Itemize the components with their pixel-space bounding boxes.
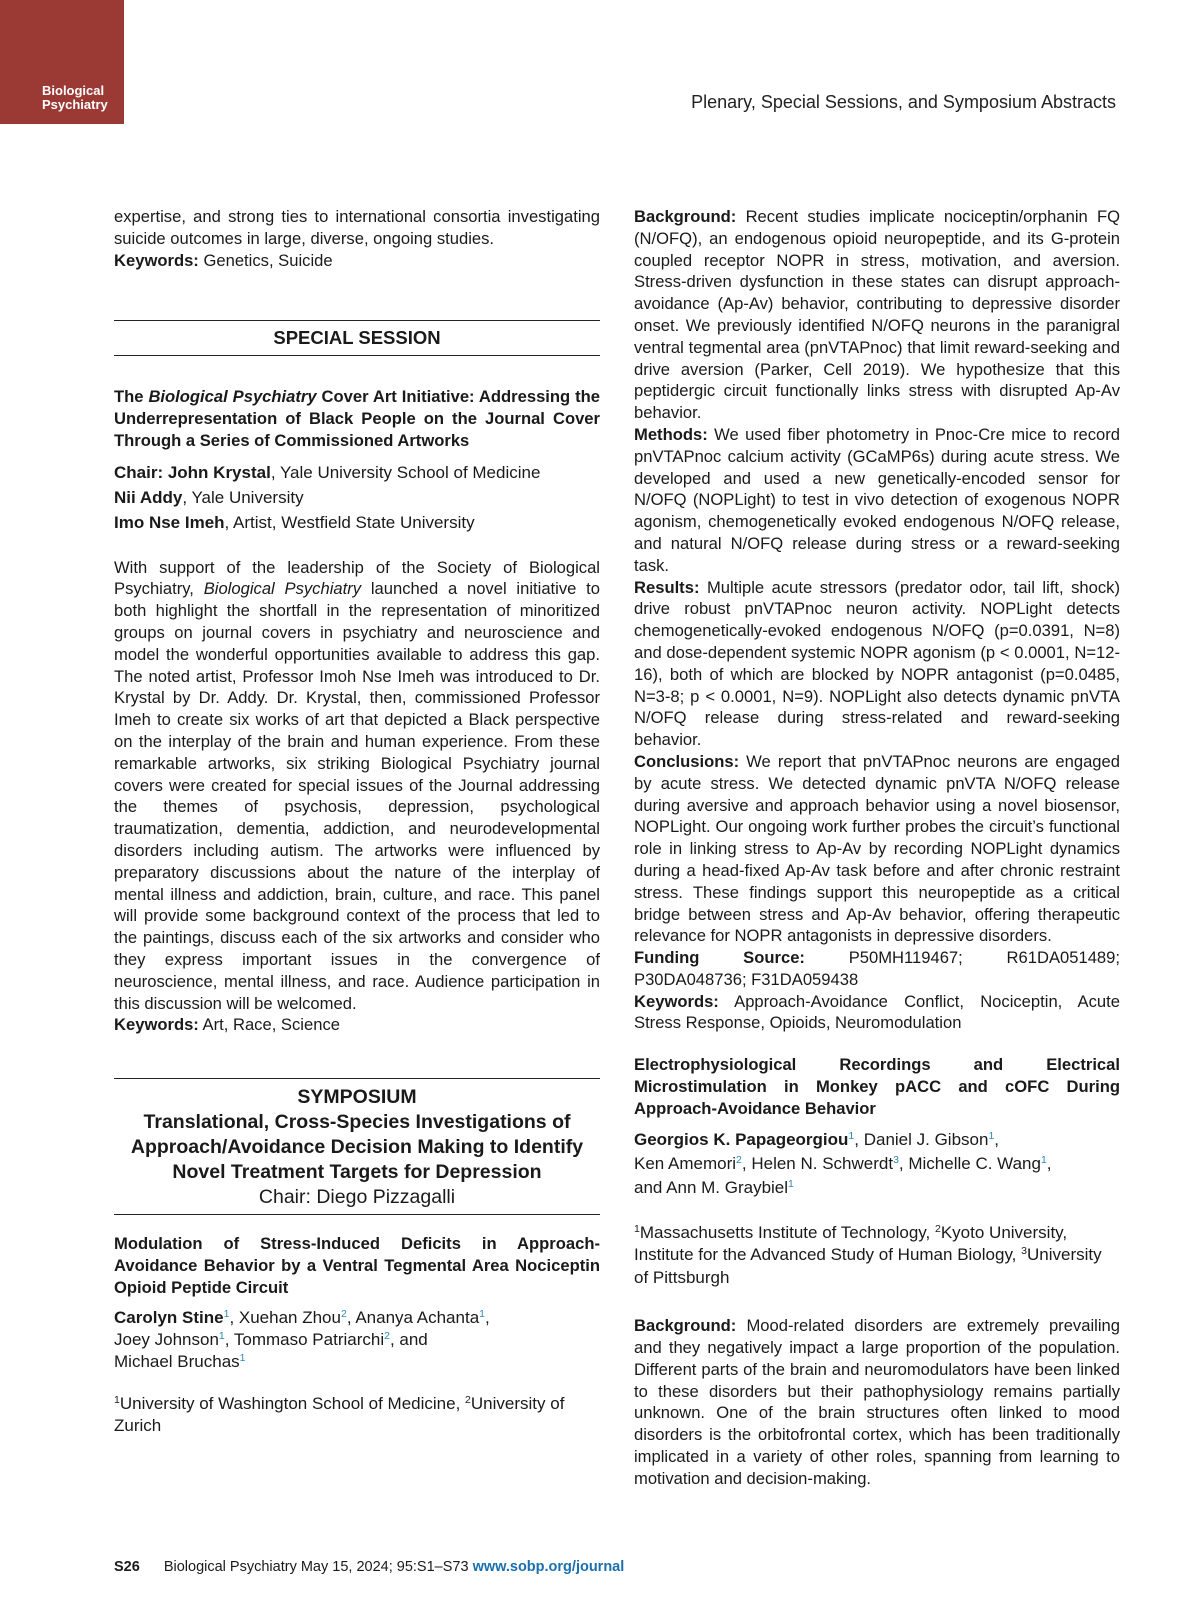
abstract-2-authors: Georgios K. Papageorgiou$^1$, Daniel J. Gibson$^1$, Ken Amemori$^2$, Helen N. Schwerdt$^3$, Michelle C. Wang$^1$, and Ann M. Graybiel$^1$: [634, 1129, 1052, 1197]
journal-link[interactable]: www.sobp.org/journal: [472, 1559, 625, 1575]
abstract-1-authors: Carolyn Stine$^1$, Xuehan Zhou$^2$, Ananya Achanta$^1$, Joey Johnson$^1$, Tommaso Patriarchi$^2$, and Michael Bruchas$^1$: [114, 1307, 490, 1371]
abstract-2-affiliations: $^1$Massachusetts Institute of Technology, $^2$Kyoto University, Institute for the Advanced Study of Human Biology, $^3$University of Pittsburgh: [634, 1222, 1102, 1287]
divider: [114, 1214, 600, 1215]
funding-line-2: P30DA048736; F31DA059438: [634, 969, 859, 989]
panelist-line: Imo Nse Imeh, Artist, Westfield State University: [114, 512, 475, 532]
journal-logo-line1: Biological: [42, 83, 105, 98]
special-session-title: The Biological Psychiatry Cover Art Initiative: Addressing the Underrepresentation of Black People on the Journal Cover Through a Series of Commissioned Artworks: [114, 387, 600, 450]
chair-line: Chair: John Krystal, Yale University School of Medicine: [114, 462, 541, 482]
abstract-1-affiliations: $^1$University of Washington School of Medicine, $^2$University of Zurich: [114, 1393, 565, 1435]
running-head: Plenary, Special Sessions, and Symposium Abstracts: [691, 92, 1116, 112]
citation: Biological Psychiatry May 15, 2024; 95:S1–S73: [163, 1559, 469, 1575]
page-number: S26: [114, 1559, 140, 1575]
page-footer: [114, 1559, 624, 1575]
left-column: [114, 206, 600, 1438]
divider: [114, 355, 600, 356]
session-chairs: [114, 460, 600, 535]
symposium-heading: SYMPOSIUM: [297, 1086, 417, 1109]
keywords-1: Keywords: Genetics, Suicide: [114, 250, 333, 270]
results-section: Results: Multiple acute stressors (predator odor, tail lift, shock) drive robust pnVTAPnoc neuron activity. NOPLight detects chemogenetically-evoked endogenous N/OFQ (p=0.0391, N=8) and dose-dependent systemic NOPR agonism (p < 0.0001, N=12-16), both of which are blocked by NOPR antagonist (p=0.0485, N=3-8; p < 0.0001, N=9). NOPLight also detects dynamic pnVTA N/OFQ release during stress-related and reward-seeking behavior.: [634, 577, 1120, 750]
symposium-title: Translational, Cross-Species Investigations of Approach/Avoidance Decision Making to Identify Novel Treatment Targets for Depression: [130, 1111, 584, 1184]
panelist-line: Nii Addy, Yale University: [114, 487, 304, 507]
symposium-chair: Chair: Diego Pizzagalli: [258, 1186, 456, 1209]
methods-section: Methods: We used fiber photometry in Pnoc-Cre mice to record pnVTAPnoc calcium activity (GCaMP6s) during acute stress. We developed and used a new genetically-encoded sensor for N/OFQ (NOPLight) to test in vivo detection of exogenous NOPR agonism, chemogenetically evoked endogenous N/OFQ release, and natural N/OFQ release during stress or a reward-seeking task.: [634, 424, 1120, 575]
abstract-1-title: Modulation of Stress-Induced Deficits in Approach-Avoidance Behavior by a Ventral Tegmental Area Nociceptin Opioid Peptide Circuit: [114, 1234, 600, 1297]
abstract-2-title: Electrophysiological Recordings and Electrical Microstimulation in Monkey pACC and cOFC During Approach-Avoidance Behavior: [634, 1055, 1120, 1118]
divider: [114, 1078, 600, 1079]
special-session-body: With support of the leadership of the Society of Biological Psychiatry, Biological Psychiatry launched a novel initiative to both highlight the shortfall in the representation of minoritized groups on journal covers in psychiatry and neuroscience and model the wonderful opportunities available to address this gap. The noted artist, Professor Imoh Nse Imeh was introduced to Dr. Krystal by Dr. Addy. Dr. Krystal, then, commissioned Professor Imeh to create six works of art that depicted a Black perspective on the interplay of the brain and human experience. From these remarkable artworks, six striking Biological Psychiatry journal covers were created for special issues of the Journal addressing the themes of psychosis, depression, psychological traumatization, dementia, addiction, and neurodevelopmental disorders including autism. The artworks were influenced by preparatory discussions about the nature of the interplay of mental illness and addiction, brain, culture, and race. This panel will provide some background context of the process that led to the paintings, discuss each of the six artworks and consider who they express important issues in the convergence of neuroscience, mental illness, and race. Audience participation in this discussion will be welcomed.: [114, 557, 600, 1013]
keywords-2: Keywords: Art, Race, Science: [114, 1015, 340, 1035]
right-column: [634, 206, 1120, 1490]
background-section: Background: Recent studies implicate nociceptin/orphanin FQ (N/OFQ), an endogenous opioid neuropeptide, and its G-protein coupled receptor NOPR in stress, motivation, and aversion. Stress-driven dysfunction in these states can disrupt approach-avoidance (Ap-Av) behavior, contributing to depressive disorder onset. We previously identified N/OFQ neurons in the paranigral ventral tegmental area (pnVTAPnoc) that limit reward-seeking and drive aversion (Parker, Cell 2019). We hypothesize that this peptidergic circuit functionally links stress with disrupted Ap-Av behavior.: [634, 207, 1120, 423]
divider: [114, 320, 600, 321]
conclusions-section: Conclusions: We report that pnVTAPnoc neurons are engaged by acute stress. We detected dynamic pnVTA N/OFQ release during aversive and approach behavior using a novel biosensor, NOPLight. Our ongoing work further probes the circuit’s functional role in linking stress to Ap-Av by recording NOPLight dynamics during a head-fixed Ap-Av task before and after chronic restraint stress. These findings support this neuropeptide as a critical bridge between stress and Ap-Av behavior, offering therapeutic relevance for NOPR antagonists in depressive disorders.: [634, 751, 1120, 946]
special-session-heading: SPECIAL SESSION: [273, 327, 441, 349]
keywords-3: Keywords: Approach-Avoidance Conflict, Nociceptin, Acute Stress Response, Opioids, Neuromodulation: [634, 991, 1120, 1033]
abstract-2-background: Background: Mood-related disorders are extremely prevailing and they negatively impact a large proportion of the population. Different parts of the brain and neuromodulators have been linked to these disorders but their pathophysiology remains partially unknown. One of the brain structures often linked to mood disorders is the orbitofrontal cortex, which has been traditionally implicated in a variety of other roles, spanning from learning to motivation and decision-making.: [634, 1316, 1120, 1488]
intro-text: expertise, and strong ties to international consortia investigating suicide outcomes in large, diverse, ongoing studies.: [114, 207, 600, 248]
funding-line: Funding Source: P50MH119467; R61DA051489;: [634, 948, 1120, 968]
journal-logo-tab: [0, 0, 124, 124]
journal-logo-line2: Psychiatry: [42, 97, 108, 112]
symposium-block: [114, 1085, 600, 1210]
